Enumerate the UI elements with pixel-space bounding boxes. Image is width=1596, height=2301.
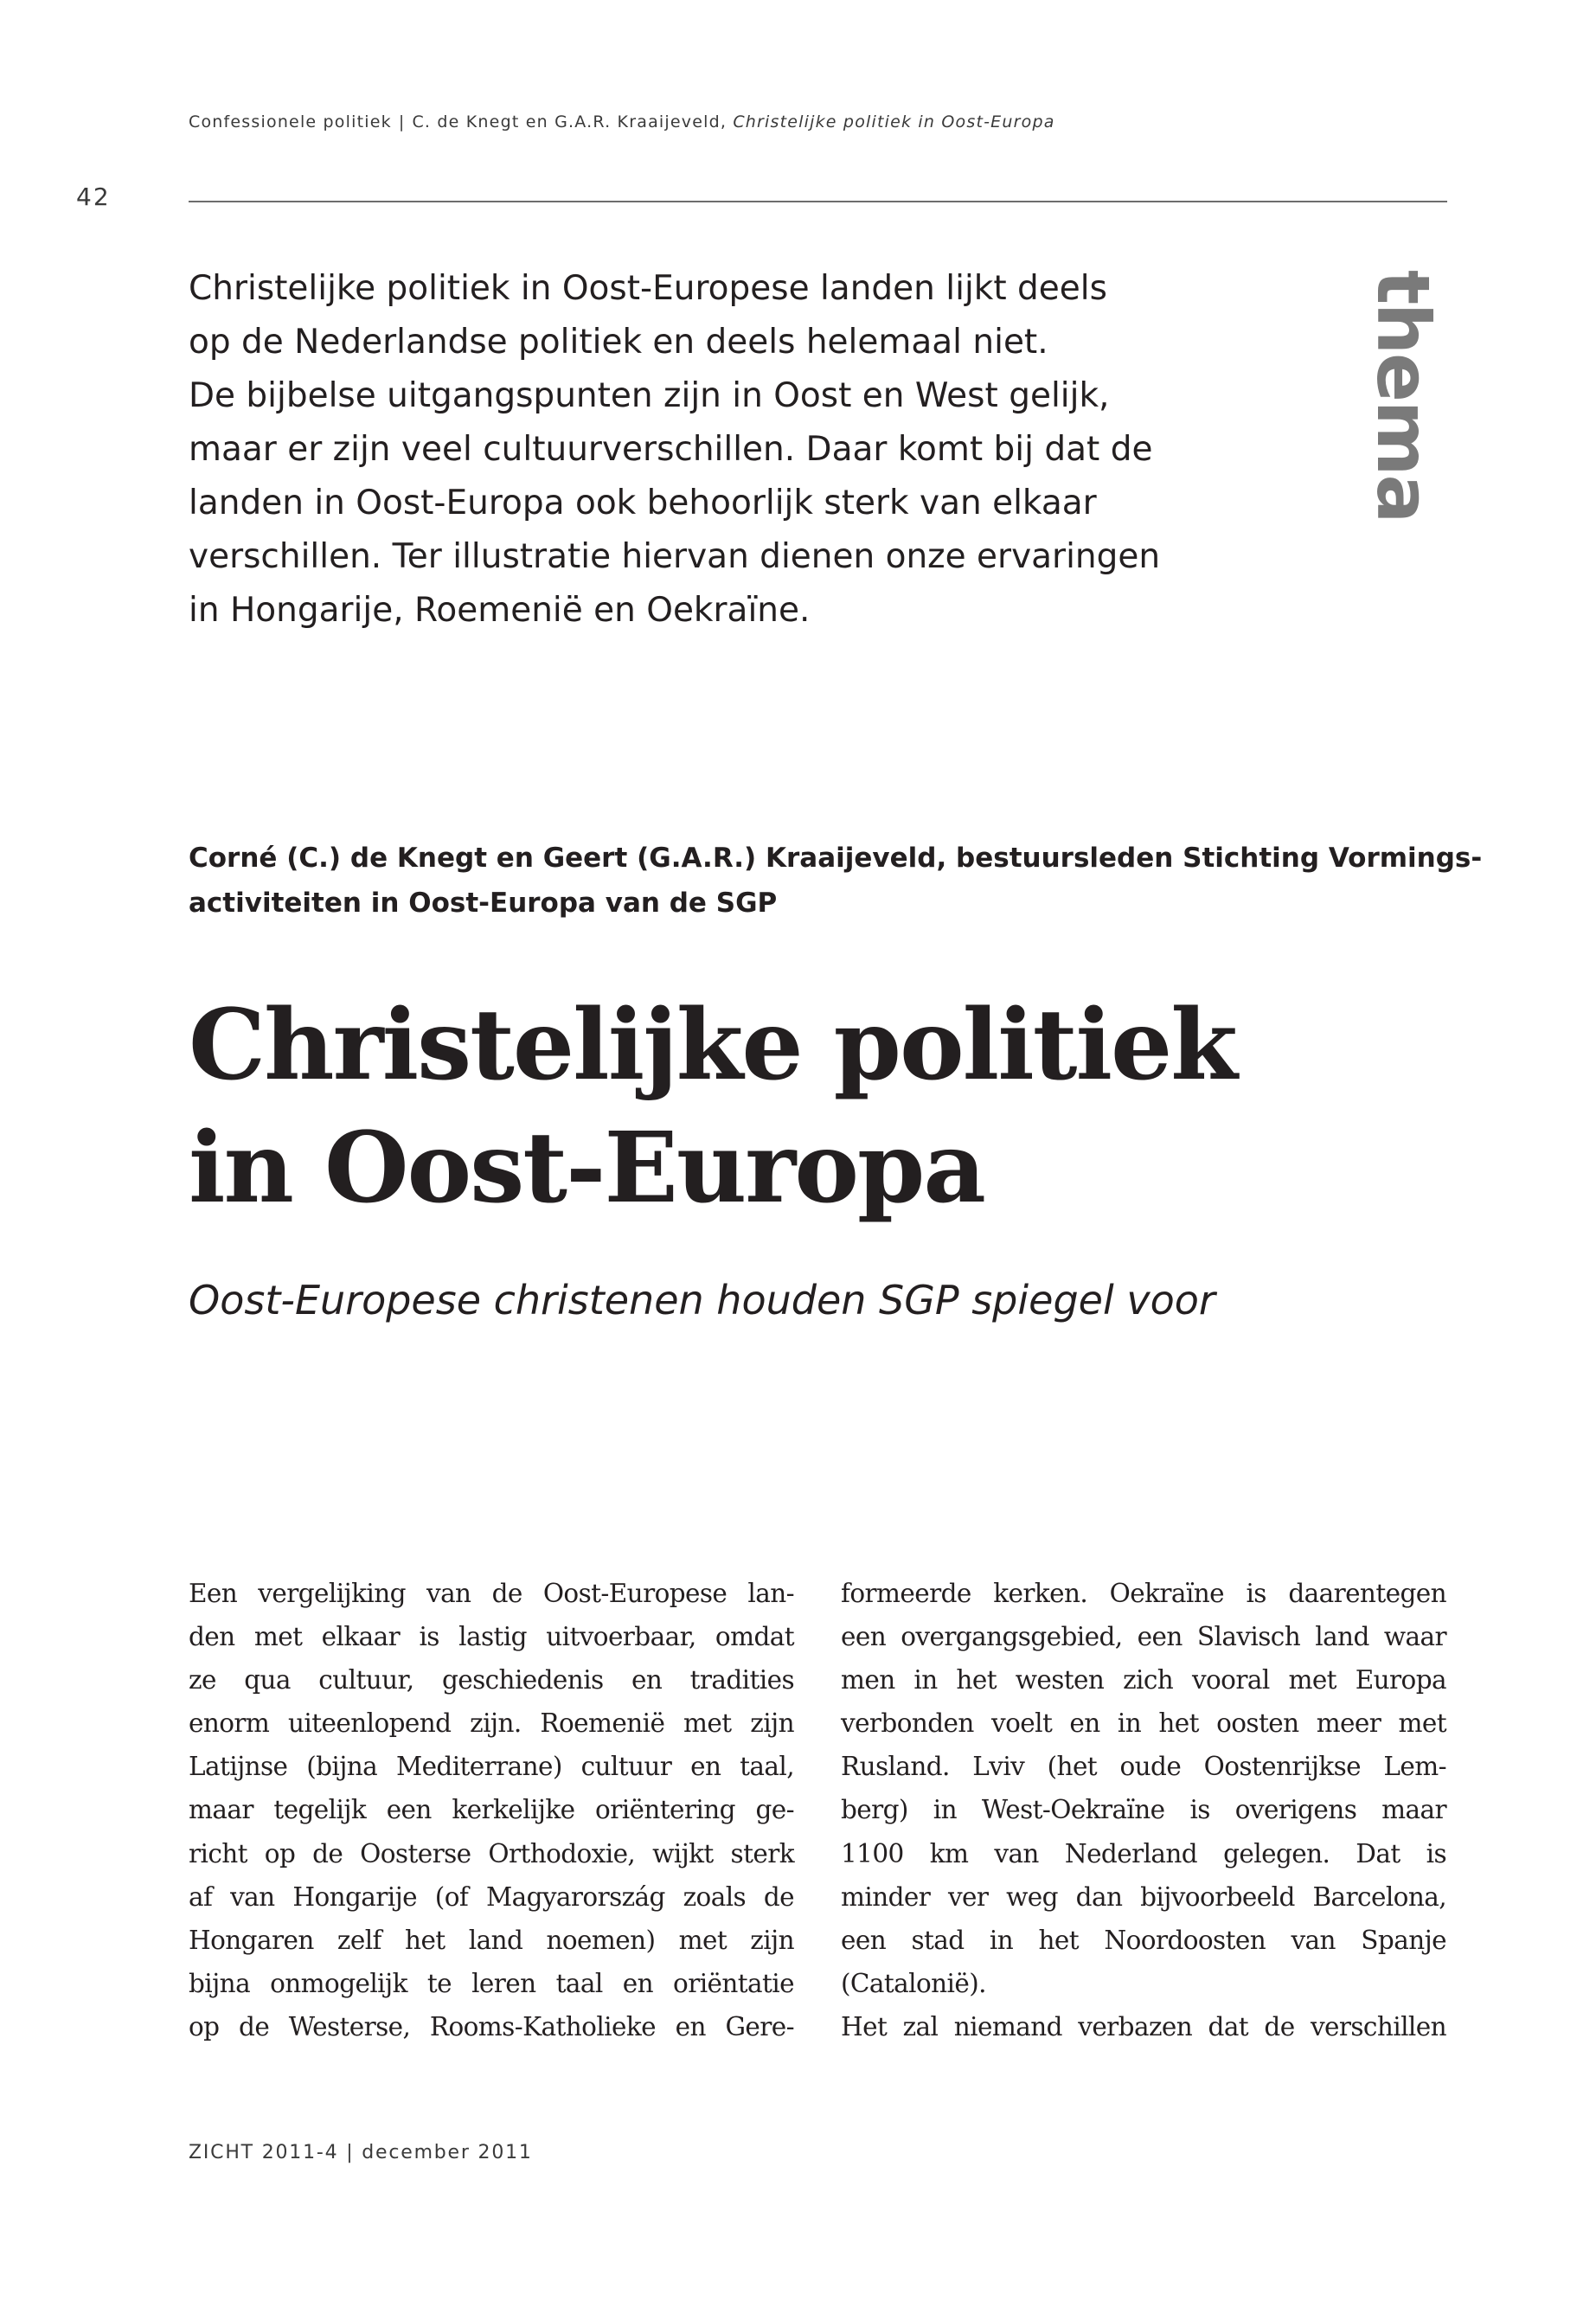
footer: [189, 2142, 533, 2163]
body-line: minder ver weg dan bijvoorbeeld Barcelona,: [841, 1881, 1446, 1912]
body-line: 1100 km van Nederland gelegen. Dat is: [841, 1838, 1446, 1868]
intro-line: maar er zijn veel cultuurverschillen. Daar komt bij dat de: [189, 430, 1153, 469]
intro-line: op de Nederlandse politiek en deels helemaal niet.: [189, 323, 1048, 362]
body-line: Een vergelijking van de Oost-Europese lan-: [189, 1579, 794, 1608]
body-line: Rusland. Lviv (het oude Oostenrijkse Lem-: [841, 1752, 1446, 1782]
intro-line: Christelijke politiek in Oost-Europese landen lijkt deels: [189, 269, 1107, 308]
body-line: Latijnse (bijna Mediterrane) cultuur en taal,: [189, 1752, 794, 1782]
body-column-left: [189, 1572, 794, 2048]
body-column-right: [841, 1572, 1446, 2048]
body-line: Het zal niemand verbazen dat de verschillen: [841, 2011, 1446, 2041]
body-line: den met elkaar is lastig uitvoerbaar, omdat: [189, 1622, 794, 1652]
intro-line: verschillen. Ter illustratie hiervan dienen onze ervaringen: [189, 537, 1161, 576]
byline-line: activiteiten in Oost-Europa van de SGP: [189, 888, 778, 919]
byline: [189, 836, 1483, 926]
body-line: op de Westerse, Rooms-Katholieke en Gere-: [189, 2011, 794, 2041]
running-head-separator: |: [398, 112, 406, 131]
intro-paragraph: [189, 262, 1166, 638]
running-head-article-title: Christelijke politiek in Oost-Europa: [733, 112, 1055, 131]
article-title-line: Christelijke politiek: [189, 989, 1236, 1102]
footer-separator: |: [346, 2142, 355, 2163]
running-head-section: Confessionele politiek: [189, 112, 392, 131]
body-line: een overgangsgebied, een Slavisch land waar: [841, 1622, 1446, 1652]
body-line: (Catalonië).: [841, 1968, 986, 1998]
article-title: [189, 984, 1236, 1230]
body-line: richt op de Oosterse Orthodoxie, wijkt sterk: [189, 1838, 794, 1868]
header-rule: [189, 201, 1447, 202]
body-line: formeerde kerken. Oekraïne is daarentegen: [841, 1579, 1446, 1608]
intro-line: landen in Oost-Europa ook behoorlijk sterk van elkaar: [189, 484, 1097, 522]
body-line: verbonden voelt en in het oosten meer met: [841, 1708, 1446, 1739]
footer-journal: ZICHT 2011-4: [189, 2142, 339, 2163]
body-line: Hongaren zelf het land noemen) met zijn: [189, 1925, 794, 1955]
body-line: ze qua cultuur, geschiedenis en tradities: [189, 1665, 794, 1695]
running-head-authors: C. de Knegt en G.A.R. Kraaijeveld,: [412, 112, 727, 131]
footer-date: december 2011: [362, 2142, 533, 2163]
section-tag: thema: [1361, 270, 1445, 522]
intro-line: in Hongarije, Roemenië en Oekraïne.: [189, 591, 811, 630]
page-number: 42: [76, 183, 111, 211]
intro-line: De bijbelse uitgangspunten zijn in Oost en West gelijk,: [189, 376, 1110, 415]
body-line: maar tegelijk een kerkelijke oriëntering ge-: [189, 1795, 794, 1825]
body-line: een stad in het Noordoosten van Spanje: [841, 1925, 1446, 1955]
body-line: enorm uiteenlopend zijn. Roemenië met zijn: [189, 1708, 794, 1739]
body-line: bijna onmogelijk te leren taal en oriëntatie: [189, 1968, 794, 1998]
body-line: berg) in West-Oekraïne is overigens maar: [841, 1795, 1446, 1825]
article-title-line: in Oost-Europa: [189, 1112, 984, 1225]
running-head: [189, 112, 1055, 131]
article-subtitle: Oost-Europese christenen houden SGP spiegel voor: [189, 1277, 1215, 1324]
body-line: men in het westen zich vooral met Europa: [841, 1665, 1446, 1695]
byline-line: Corné (C.) de Knegt en Geert (G.A.R.) Kraaijeveld, bestuursleden Stichting Vormings-: [189, 843, 1483, 874]
body-line: af van Hongarije (of Magyarország zoals de: [189, 1881, 794, 1912]
